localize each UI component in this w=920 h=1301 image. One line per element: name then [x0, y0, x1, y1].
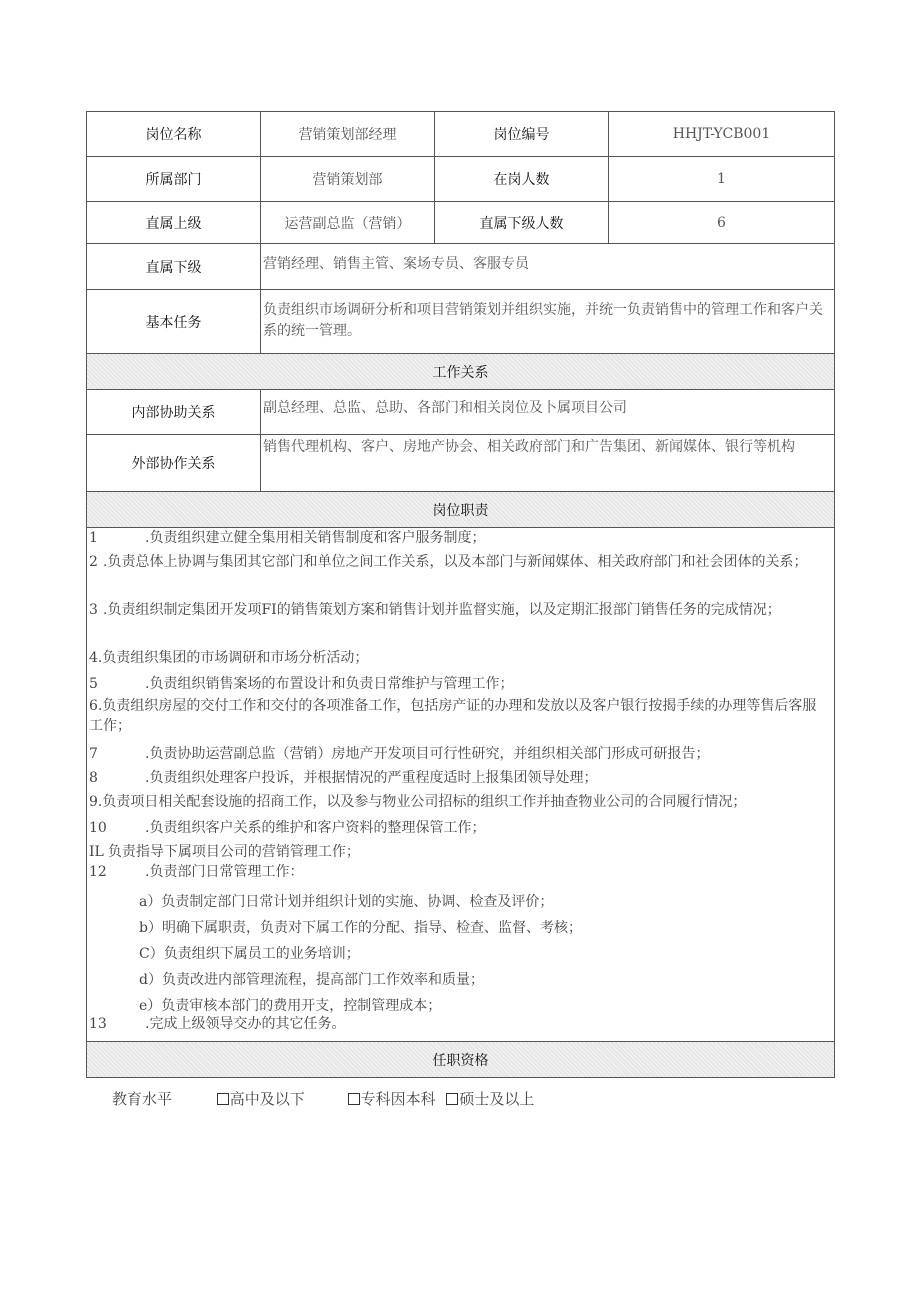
duty-item: 4.负责组织集团的市场调研和市场分析活动；	[89, 650, 369, 666]
superior-value: 运营副总监（营销）	[261, 202, 435, 244]
duty-subitem: C）负责组织下属员工的业务培训；	[139, 946, 360, 962]
duty-item: 2 .负责总体上协调与集团其它部门和单位之间工作关系，以及本部门与新闻媒体、相关政府部门和社会团体的关系；	[89, 554, 808, 570]
internal-relations-value: 副总经理、总监、总助、各部门和相关岗位及卜属项目公司	[261, 390, 835, 435]
duty-item: 8 .负责组织处理客户投诉，并根据情况的严重程度适时上报集团领导处理；	[89, 770, 598, 786]
subordinate-count-value: 6	[609, 202, 835, 244]
position-code-label: 岗位编号	[435, 112, 609, 157]
qualifications-header: 任职资格	[87, 1042, 835, 1078]
headcount-value: 1	[609, 157, 835, 202]
duties-header: 岗位职责	[87, 492, 835, 528]
duty-subitem: e）负责审核本部门的费用开支，控制管理成本；	[139, 998, 442, 1014]
department-value: 营销策划部	[261, 157, 435, 202]
duty-subitem: d）负责改进内部管理流程，提高部门工作效率和质量；	[139, 972, 484, 988]
department-label: 所属部门	[87, 157, 261, 202]
education-option-highschool[interactable]: 高中及以下	[217, 1090, 311, 1108]
duty-item: 7 .负责协助运营副总监（营销）房地产开发项目可行性研究，并组织相关部门形成可研报告；	[89, 746, 710, 762]
job-description-table	[86, 111, 835, 1078]
basic-task-value: 负责组织市场调研分析和项目营销策划并组织实施，并统一负责销售中的管理工作和客户关系的统一管理。	[261, 290, 835, 354]
position-code-value: HHJT-YCB001	[609, 112, 835, 157]
checkbox-icon	[348, 1093, 360, 1105]
checkbox-icon	[217, 1093, 229, 1105]
external-relations-label: 外部协作关系	[87, 435, 261, 492]
subordinates-label: 直属下级	[87, 244, 261, 290]
duties-cell	[87, 528, 835, 1042]
duty-item: 1 .负责组织建立健全集用相关销售制度和客户服务制度；	[89, 530, 486, 546]
duty-item: 9.负责项日相关配套设施的招商工作，以及参与物业公司招标的组织工作并抽查物业公司的合同履行情况；	[89, 794, 747, 810]
duty-item: 5 .负责组织销售案场的布置设计和负责日常维护与管理工作；	[89, 676, 514, 692]
duty-item: IL 负责指导下属项目公司的营销管理工作；	[89, 844, 360, 860]
duty-item: 3 .负责组织制定集团开发项FI的销售策划方案和销售计划并监督实施，以及定期汇报部门销售任务的完成情况；	[89, 602, 781, 618]
external-relations-value: 销售代理机构、客户、房地产协会、相关政府部门和广告集团、新闻媒体、银行等机构	[261, 435, 835, 492]
education-level-label: 教育水平	[112, 1090, 173, 1108]
superior-label: 直属上级	[87, 202, 261, 244]
duty-item: 6.负责组织房屋的交付工作和交付的各项准备工作，包括房产证的办理和发放以及客户银行按揭手续的办理等售后客服工作；	[89, 698, 817, 734]
headcount-label: 在岗人数	[435, 157, 609, 202]
duties-list	[87, 528, 834, 1041]
basic-task-label: 基本任务	[87, 290, 261, 354]
education-option-master[interactable]: 硕士及以上	[446, 1090, 540, 1108]
checkbox-icon	[446, 1093, 458, 1105]
work-relations-header: 工作关系	[87, 354, 835, 390]
education-level-row	[112, 1088, 546, 1109]
subordinate-count-label: 直属下级人数	[435, 202, 609, 244]
position-name-value: 营销策划部经理	[261, 112, 435, 157]
internal-relations-label: 内部协助关系	[87, 390, 261, 435]
duty-subitem: a）负责制定部门日常计划并组织计划的实施、协调、检查及评价；	[139, 894, 554, 910]
duty-subitem: b）明确下属职责，负责对下属工作的分配、指导、检查、监督、考核；	[139, 920, 582, 936]
education-option-college[interactable]: 专科因本科	[348, 1090, 442, 1108]
duty-item: 10 .负责组织客户关系的维护和客户资料的整理保管工作；	[89, 820, 486, 836]
subordinates-value: 营销经理、销售主管、案场专员、客服专员	[261, 244, 835, 290]
duty-item: 13 .完成上级领导交办的其它任务。	[89, 1016, 346, 1032]
duty-item: 12 .负责部门日常管理工作：	[89, 864, 304, 880]
job-description-document	[86, 111, 834, 1078]
position-name-label: 岗位名称	[87, 112, 261, 157]
